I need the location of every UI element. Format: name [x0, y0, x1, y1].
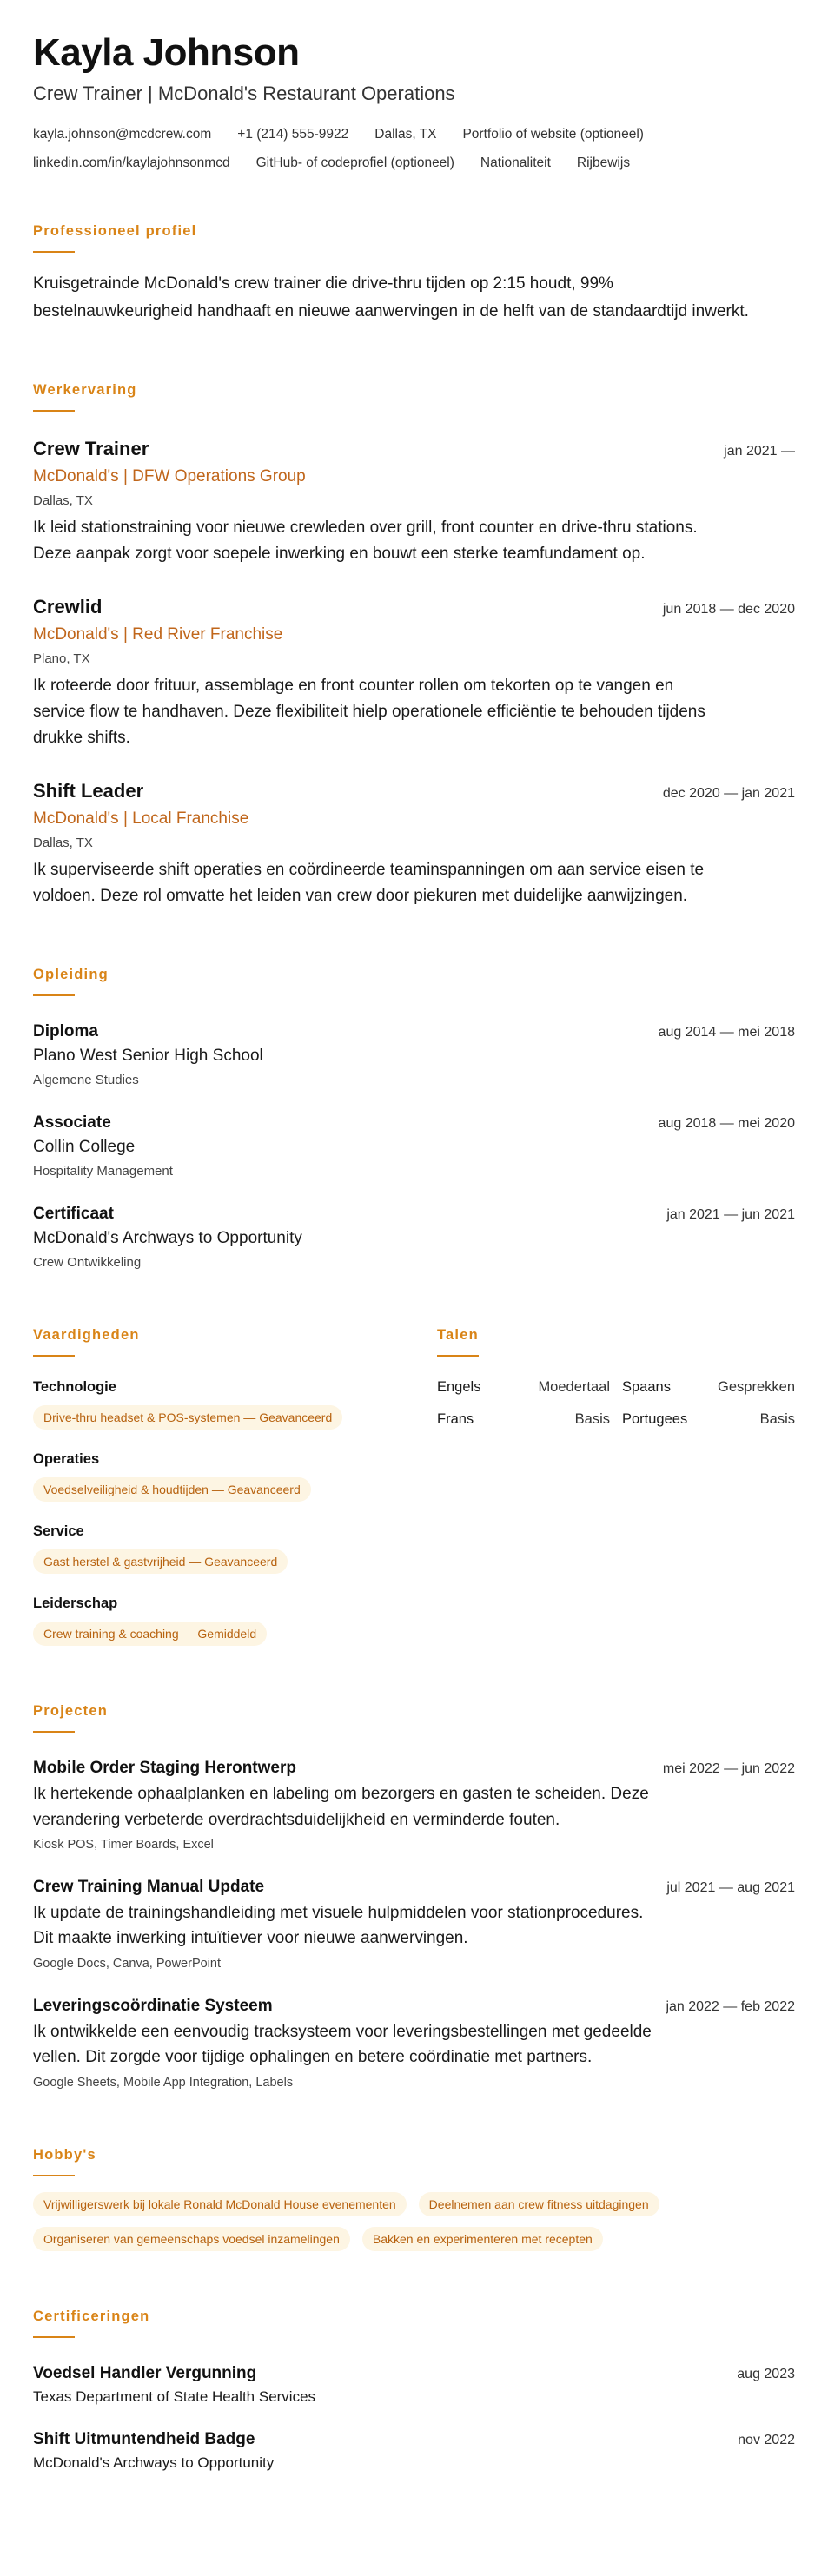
skill-chip: Crew training & coaching — Gemiddeld	[33, 1622, 267, 1646]
skill-category: Leiderschap	[33, 1595, 118, 1612]
project-title: Leveringscoördinatie Systeem	[33, 1996, 273, 2015]
skills-section	[33, 1327, 437, 1646]
section-title-projects: Projecten	[33, 1703, 108, 1720]
education-section	[33, 967, 795, 1270]
hobby-list	[33, 2192, 780, 2251]
education-field: Crew Ontwikkeling	[33, 1255, 142, 1271]
job-title: Crewlid	[33, 596, 103, 618]
education-date: aug 2014 — mei 2018	[658, 1025, 795, 1040]
language-list	[437, 1379, 795, 1428]
job-title: Crew Trainer	[33, 438, 149, 460]
language-level: Basis	[759, 1411, 795, 1428]
project-tech: Google Sheets, Mobile App Integration, Labels	[33, 2075, 294, 2090]
project-tech: Kiosk POS, Timer Boards, Excel	[33, 1838, 214, 1853]
job-company: McDonald's | DFW Operations Group	[33, 467, 306, 486]
job-location: Dallas, TX	[33, 836, 93, 851]
language-item	[622, 1379, 795, 1396]
section-title-experience: Werkervaring	[33, 382, 137, 399]
project-tech: Google Docs, Canva, PowerPoint	[33, 1956, 221, 1971]
education-degree: Certificaat	[33, 1205, 114, 1224]
section-divider	[33, 1355, 75, 1357]
certification-name: Shift Uitmuntendheid Badge	[33, 2429, 255, 2448]
hobbies-section	[33, 2147, 795, 2251]
project-entry	[33, 1997, 795, 2090]
certification-name: Voedsel Handler Vergunning	[33, 2363, 257, 2382]
contact-location: Dallas, TX	[374, 126, 437, 142]
contact-portfolio[interactable]: Portfolio of website (optioneel)	[462, 126, 644, 142]
project-date: jul 2021 — aug 2021	[666, 1880, 795, 1896]
job-company: McDonald's | Local Franchise	[33, 809, 249, 829]
section-divider	[33, 994, 75, 996]
project-description: Ik ontwikkelde een eenvoudig tracksysteem voor leveringsbestellingen met gedeelde vellen. Dit zorgde voor tijdige ophalingen en betere coördinatie met partners.	[33, 2022, 652, 2067]
job-description: Ik superviseerde shift operaties en coördineerde teaminspanningen om aan service eisen te voldoen. Deze rol omvatte het leiden van crew door piekuren met duidelijke aanwijzingen.	[33, 861, 705, 906]
project-date: mei 2022 — jun 2022	[662, 1761, 795, 1777]
contact-github[interactable]: GitHub- of codeprofiel (optioneel)	[255, 155, 454, 170]
job-entry	[33, 438, 795, 567]
section-title-skills: Vaardigheden	[33, 1327, 140, 1344]
section-title-languages: Talen	[437, 1327, 479, 1344]
contact-nationality: Nationaliteit	[480, 155, 551, 170]
skill-chip: Voedselveiligheid & houdtijden — Geavanceerd	[33, 1477, 311, 1502]
project-title: Mobile Order Staging Herontwerp	[33, 1759, 296, 1778]
contact-license: Rijbewijs	[576, 155, 631, 170]
education-entry	[33, 1022, 795, 1087]
language-name: Frans	[437, 1411, 474, 1428]
language-item	[437, 1379, 610, 1396]
section-divider	[33, 1731, 75, 1733]
job-description: Ik roteerde door frituur, assemblage en front counter rollen om tekorten op te vangen en service flow te handhaven. Deze flexibiliteit hielp operationele efficiëntie te behouden tijdens drukke shifts.	[33, 677, 705, 748]
skill-chip: Gast herstel & gastvrijheid — Geavanceerd	[33, 1549, 288, 1574]
job-location: Dallas, TX	[33, 493, 93, 509]
contact-email[interactable]: kayla.johnson@mcdcrew.com	[33, 126, 212, 142]
language-level: Moedertaal	[538, 1379, 610, 1396]
experience-section	[33, 382, 795, 909]
language-item	[622, 1411, 795, 1428]
job-entry	[33, 780, 795, 909]
job-date: dec 2020 — jan 2021	[662, 786, 795, 802]
section-title-profile: Professioneel profiel	[33, 223, 197, 240]
section-divider	[437, 1355, 479, 1357]
section-divider	[33, 2175, 75, 2176]
language-name: Engels	[437, 1379, 481, 1396]
project-entry	[33, 1759, 795, 1852]
hobby-chip: Organiseren van gemeenschaps voedsel inzamelingen	[33, 2227, 350, 2251]
contact-row-2	[33, 155, 795, 171]
education-degree: Diploma	[33, 1022, 98, 1041]
candidate-headline: Crew Trainer | McDonald's Restaurant Operations	[33, 82, 455, 104]
language-level: Gesprekken	[718, 1379, 795, 1396]
job-description: Ik leid stationstraining voor nieuwe crewleden over grill, front counter en drive-thru stations. Deze aanpak zorgt voor soepele inwerking en bouwt een sterke teamfundament op.	[33, 519, 698, 564]
skill-group	[33, 1523, 437, 1574]
skill-group	[33, 1595, 437, 1646]
section-divider	[33, 2336, 75, 2338]
section-title-certifications: Certificeringen	[33, 2308, 150, 2324]
project-entry	[33, 1878, 795, 1971]
section-title-hobbies: Hobby's	[33, 2146, 96, 2163]
skill-category: Operaties	[33, 1451, 100, 1468]
job-location: Plano, TX	[33, 651, 90, 667]
certification-entry	[33, 2364, 795, 2406]
hobby-chip: Deelnemen aan crew fitness uitdagingen	[419, 2192, 659, 2216]
skills-languages-row	[33, 1327, 795, 1646]
education-date: jan 2021 — jun 2021	[666, 1207, 795, 1223]
skill-group	[33, 1451, 437, 1502]
hobby-chip: Bakken en experimenteren met recepten	[362, 2227, 603, 2251]
education-entry	[33, 1113, 795, 1179]
education-entry	[33, 1205, 795, 1270]
job-date: jun 2018 — dec 2020	[662, 602, 795, 618]
education-school: Plano West Senior High School	[33, 1047, 263, 1066]
education-degree: Associate	[33, 1113, 111, 1133]
skill-category: Technologie	[33, 1379, 116, 1396]
job-date: jan 2021 —	[724, 444, 795, 459]
contact-linkedin[interactable]: linkedin.com/in/kaylajohnsonmcd	[33, 155, 230, 170]
contact-phone[interactable]: +1 (214) 555-9922	[237, 126, 349, 142]
projects-section	[33, 1703, 795, 2090]
education-school: McDonald's Archways to Opportunity	[33, 1229, 302, 1248]
section-divider	[33, 410, 75, 412]
job-entry	[33, 596, 795, 751]
contact-row-1	[33, 126, 795, 142]
languages-section	[437, 1327, 795, 1646]
education-field: Hospitality Management	[33, 1164, 173, 1179]
education-school: Collin College	[33, 1138, 136, 1157]
profile-section	[33, 223, 795, 325]
candidate-name: Kayla Johnson	[33, 31, 300, 74]
job-company: McDonald's | Red River Franchise	[33, 625, 283, 644]
skill-category: Service	[33, 1523, 84, 1540]
education-date: aug 2018 — mei 2020	[658, 1116, 795, 1132]
skill-chip: Drive-thru headset & POS-systemen — Geavanceerd	[33, 1405, 342, 1430]
certification-issuer: Texas Department of State Health Services	[33, 2388, 316, 2405]
skill-group	[33, 1379, 437, 1430]
project-description: Ik update de trainingshandleiding met visuele hulpmiddelen voor stationprocedures. Dit maakte inwerking intuïtiever voor nieuwe aanwervingen.	[33, 1904, 644, 1948]
certification-date: aug 2023	[737, 2366, 795, 2381]
certification-entry	[33, 2430, 795, 2472]
certification-date: nov 2022	[738, 2432, 795, 2447]
education-field: Algemene Studies	[33, 1073, 139, 1088]
language-name: Spaans	[622, 1379, 671, 1396]
job-title: Shift Leader	[33, 780, 144, 803]
project-date: jan 2022 — feb 2022	[666, 1998, 795, 2014]
hobby-chip: Vrijwilligerswerk bij lokale Ronald McDonald House evenementen	[33, 2192, 407, 2216]
certification-issuer: McDonald's Archways to Opportunity	[33, 2454, 275, 2471]
profile-summary: Kruisgetrainde McDonald's crew trainer die drive-thru tijden op 2:15 houdt, 99% bestelnauwkeurigheid handhaaft en nieuwe aanwervingen in de helft van de standaardtijd inwerkt.	[33, 274, 749, 320]
project-title: Crew Training Manual Update	[33, 1878, 265, 1897]
language-item	[437, 1411, 610, 1428]
section-divider	[33, 251, 75, 253]
resume-header	[33, 31, 795, 171]
certifications-section	[33, 2308, 795, 2472]
project-description: Ik hertekende ophaalplanken en labeling om bezorgers en gasten te scheiden. Deze verandering verbeterde overdrachtsduidelijkheid en verminderde fouten.	[33, 1785, 649, 1829]
language-name: Portugees	[622, 1411, 688, 1428]
section-title-education: Opleiding	[33, 967, 109, 983]
language-level: Basis	[574, 1411, 610, 1428]
